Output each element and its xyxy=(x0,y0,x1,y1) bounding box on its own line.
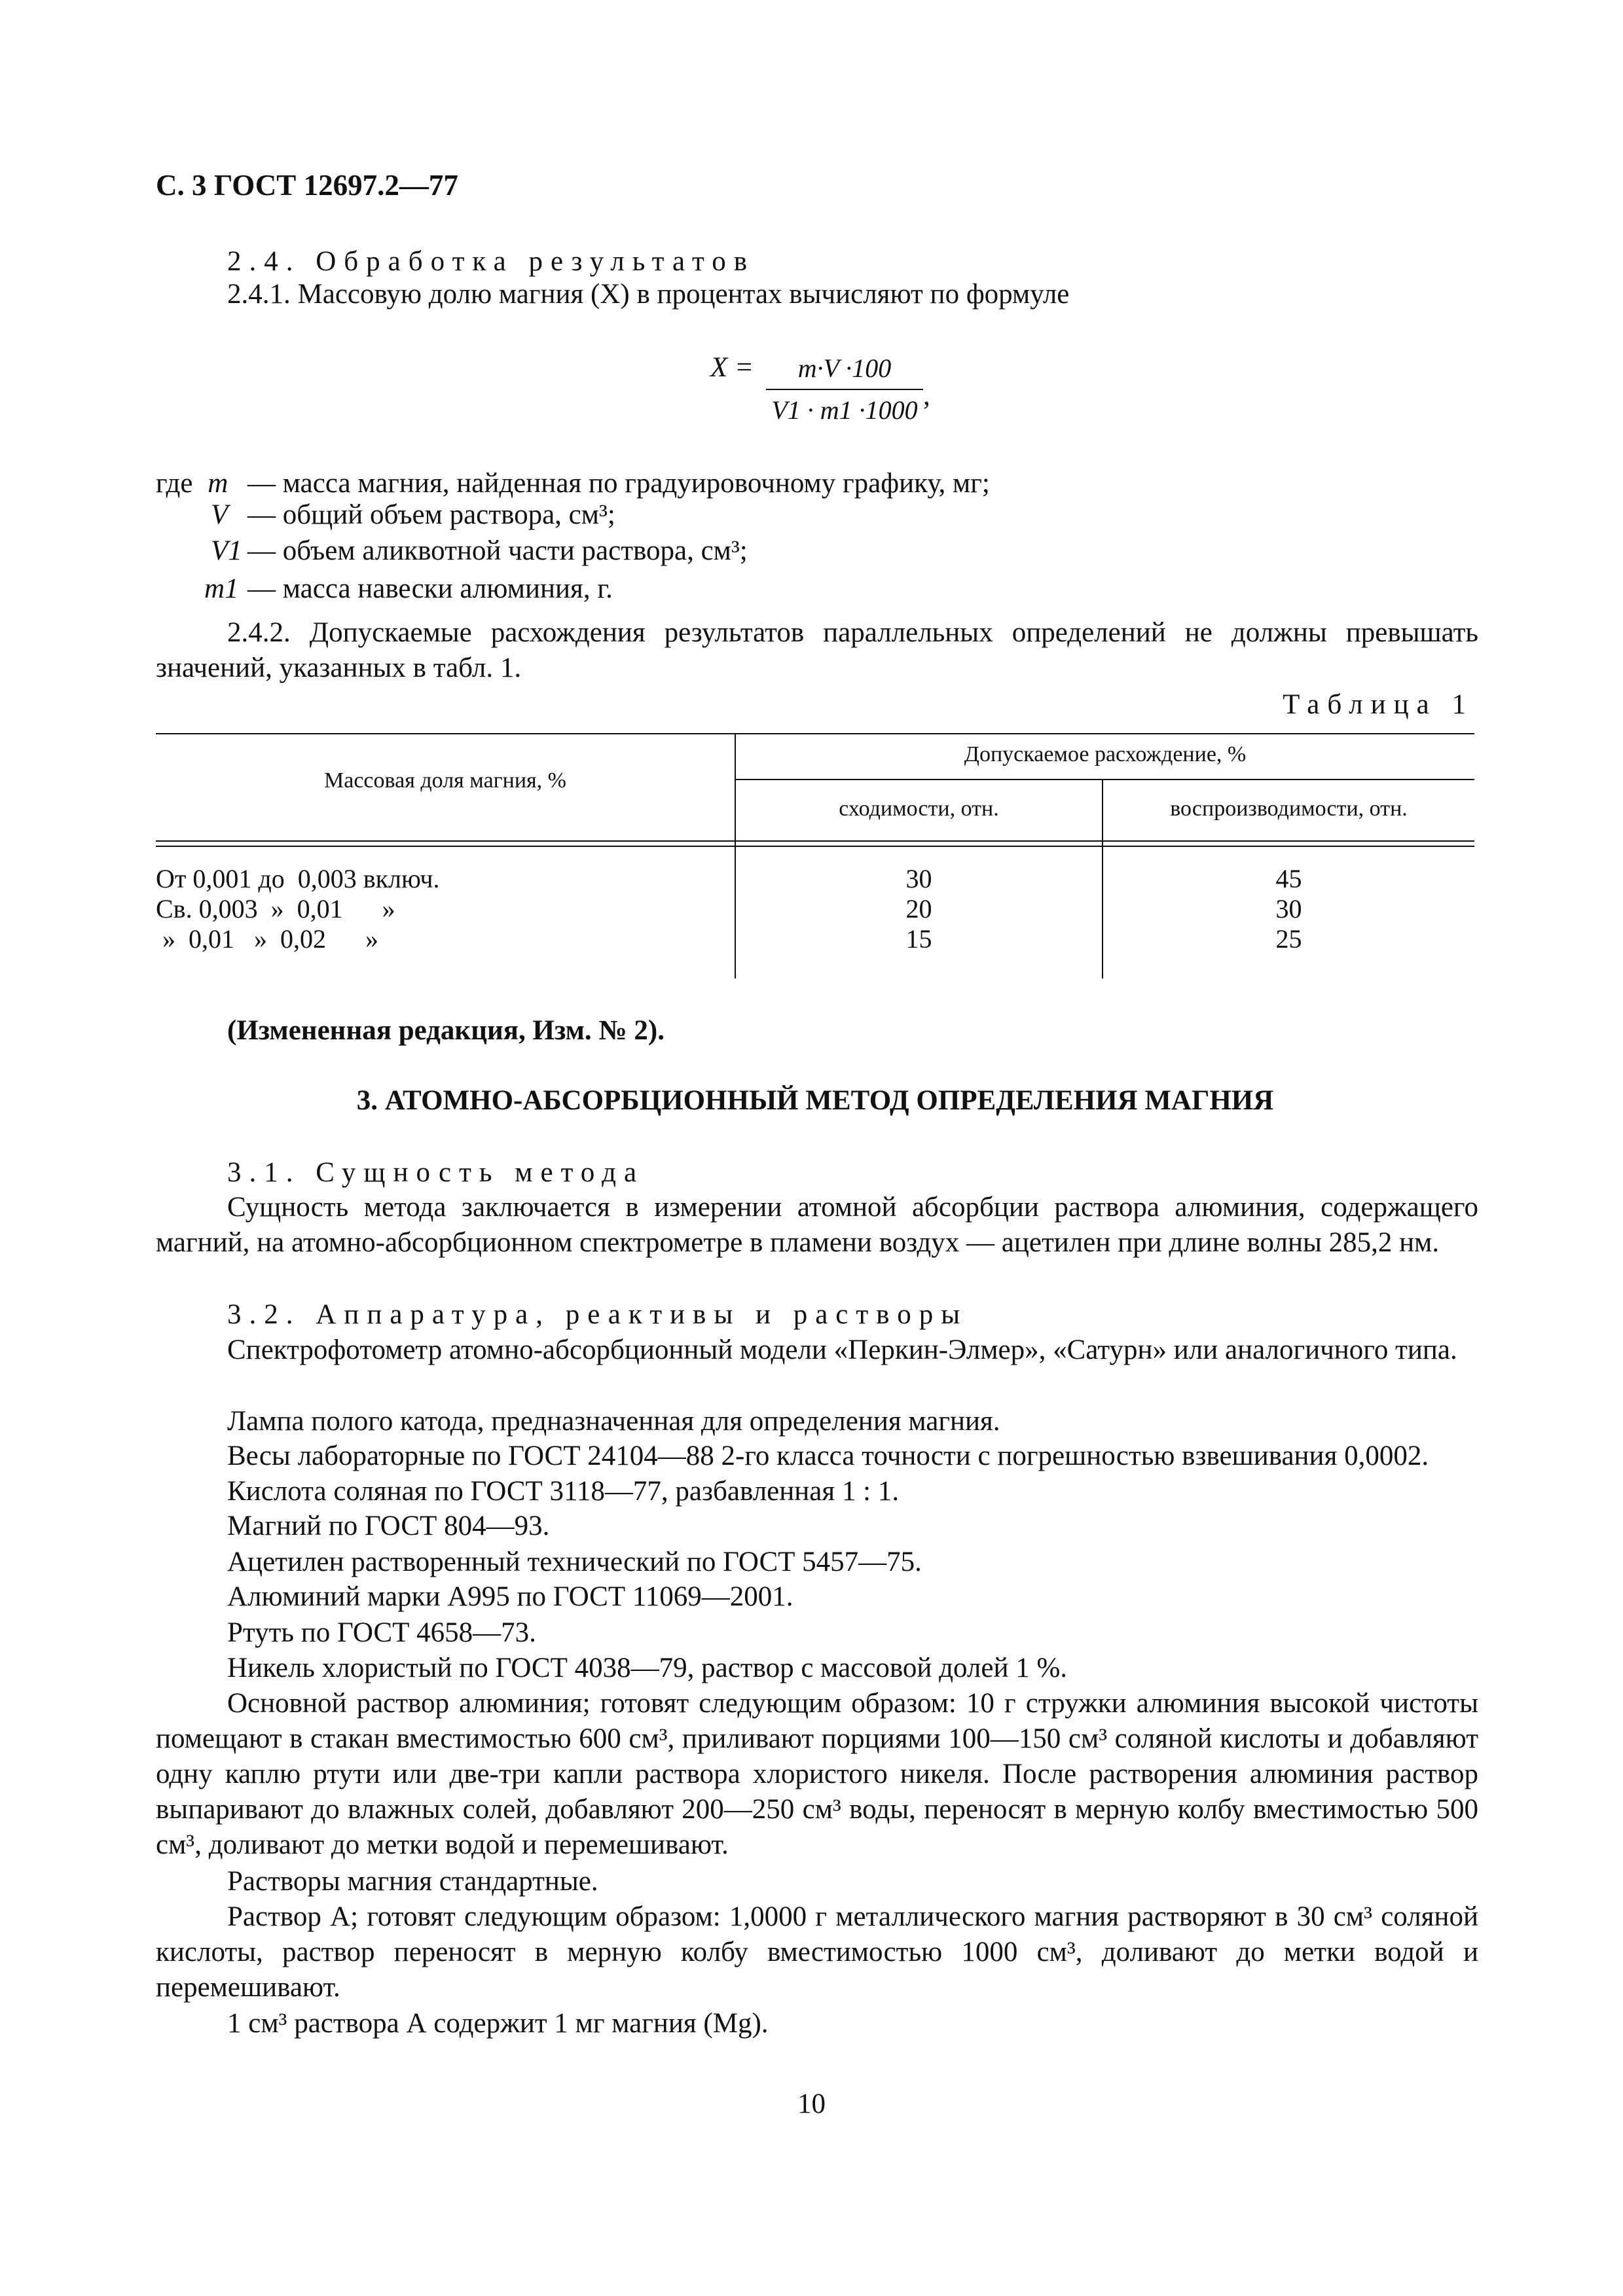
table-row-reproducibility: 45 xyxy=(1275,864,1302,893)
section-3-1-heading: 3.1. Сущность метода xyxy=(227,1157,645,1188)
paragraph-spectrophotometer: Спектрофотометр атомно-абсорбционный модели «Перкин-Элмер», «Сатурн» или аналогичного типа. xyxy=(227,1335,1457,1365)
paragraph-3-1: Сущность метода заключается в измерении атомной абсорбции раствора алюминия, содержащего магний, на атомно-абсорбционном спектрометре в пламени воздух — ацетилен при длине волны 285,2 нм. xyxy=(156,1192,1478,1258)
table-row-range: » 0,01 » 0,02 » xyxy=(156,924,378,954)
page-number: 10 xyxy=(797,2089,826,2119)
paragraph-acid: Кислота соляная по ГОСТ 3118—77, разбавленная 1 : 1. xyxy=(227,1476,900,1507)
paragraph-2-4-2: 2.4.2. Допускаемые расхождения результатов параллельных определений не должны превышать значений, указанных в табл. 1. xyxy=(156,617,1478,683)
table-col1-header: Массовая доля магния, % xyxy=(324,768,566,793)
table-subheader-convergence: сходимости, отн. xyxy=(839,797,999,821)
legend-row-m xyxy=(156,466,228,501)
formula-numerator: m·V ·100 xyxy=(797,353,892,383)
fraction-bar xyxy=(766,389,923,390)
document-header: С. 3 ГОСТ 12697.2—77 xyxy=(156,169,458,202)
paragraph-standard-solutions: Растворы магния стандартные. xyxy=(227,1866,598,1897)
formula-trailing-comma: , xyxy=(923,380,930,411)
table-row-range: От 0,001 до 0,003 включ. xyxy=(156,864,440,893)
table-row-convergence: 15 xyxy=(905,924,932,954)
legend-symbol: V xyxy=(211,499,228,530)
legend-prefix: где xyxy=(156,468,193,499)
paragraph-main-solution: Основной раствор алюминия; готовят следующим образом: 10 г стружки алюминия высокой чистоты помещают в стакан вместимостью 600 см³, приливают порциями 100—150 см³ соляной кислоты и добавляют одну каплю ртути или две-три капли раствора хлористого никеля. После растворения алюминия раствор выпаривают до влажных солей, добавляют 200—250 см³ воды, переносят в мерную колбу вместимостью 500 см³, доливают до метки водой и перемешивают. xyxy=(156,1688,1478,1860)
paragraph-mercury: Ртуть по ГОСТ 4658—73. xyxy=(227,1617,536,1648)
paragraph-nickel: Никель хлористый по ГОСТ 4038—79, раствор с массовой долей 1 %. xyxy=(227,1653,1068,1683)
legend-text-v: — общий объем раствора, см³; xyxy=(247,499,615,530)
table-row-convergence: 30 xyxy=(905,864,932,893)
table-row-convergence: 20 xyxy=(905,894,932,924)
paragraph-scales: Весы лабораторные по ГОСТ 24104—88 2-го класса точности с погрешностью взвешивания 0,0002. xyxy=(227,1441,1429,1471)
paragraph-acetylene: Ацетилен растворенный технический по ГОСТ 5457—75. xyxy=(227,1547,922,1577)
paragraph-solution-a-content: 1 см³ раствора А содержит 1 мг магния (Mg). xyxy=(227,2008,769,2039)
formula-fraction xyxy=(766,352,923,427)
paragraph-magnesium: Магний по ГОСТ 804—93. xyxy=(227,1511,550,1541)
legend-text-v1: — объем аликвотной части раствора, см³; xyxy=(247,535,748,566)
formula-lhs: X = xyxy=(710,352,754,383)
legend-text-m: — масса магния, найденная по градуировочному графику, мг; xyxy=(247,468,990,499)
table-row-reproducibility: 25 xyxy=(1275,924,1302,954)
table-group-rule xyxy=(736,779,1474,780)
table-header-rule-2 xyxy=(156,846,1474,847)
formula-denominator: V1 · m1 ·1000 xyxy=(771,395,918,425)
legend-symbol: V1 xyxy=(211,535,242,566)
table-top-rule xyxy=(156,733,1474,734)
paragraph-aluminium: Алюминий марки А995 по ГОСТ 11069—2001. xyxy=(227,1581,793,1612)
amendment-note: (Измененная редакция, Изм. № 2). xyxy=(227,1015,665,1046)
legend-symbol: m1 xyxy=(204,573,239,604)
table-header-rule-1 xyxy=(156,840,1474,842)
section-3-title: 3. АТОМНО-АБСОРБЦИОННЫЙ МЕТОД ОПРЕДЕЛЕНИЯ МАГНИЯ xyxy=(356,1085,1274,1116)
paragraph-solution-a: Раствор А; готовят следующим образом: 1,0000 г металлического магния растворяют в 30 см³ соляной кислоты, раствор переносят в мерную колбу вместимостью 1000 см³, доливают до метки водой и перемешивают. xyxy=(156,1901,1478,2003)
table-caption: Таблица 1 xyxy=(1283,689,1474,720)
legend-text-m1: — масса навески алюминия, г. xyxy=(247,573,613,604)
section-3-2-heading: 3.2. Аппаратура, реактивы и растворы xyxy=(227,1299,968,1330)
table-row-range: Св. 0,003 » 0,01 » xyxy=(156,894,395,924)
legend-symbol: m xyxy=(208,468,228,499)
paragraph-2-4-1: 2.4.1. Массовую долю магния (X) в процентах вычисляют по формуле xyxy=(227,279,1070,310)
table-row-reproducibility: 30 xyxy=(1275,894,1302,924)
table-group-header: Допускаемое расхождение, % xyxy=(964,742,1247,766)
section-2-4-heading: 2.4. Обработка результатов xyxy=(227,246,755,277)
paragraph-lamp: Лампа полого катода, предназначенная для определения магния. xyxy=(227,1406,1000,1437)
table-subheader-reproducibility: воспроизводимости, отн. xyxy=(1170,797,1408,821)
